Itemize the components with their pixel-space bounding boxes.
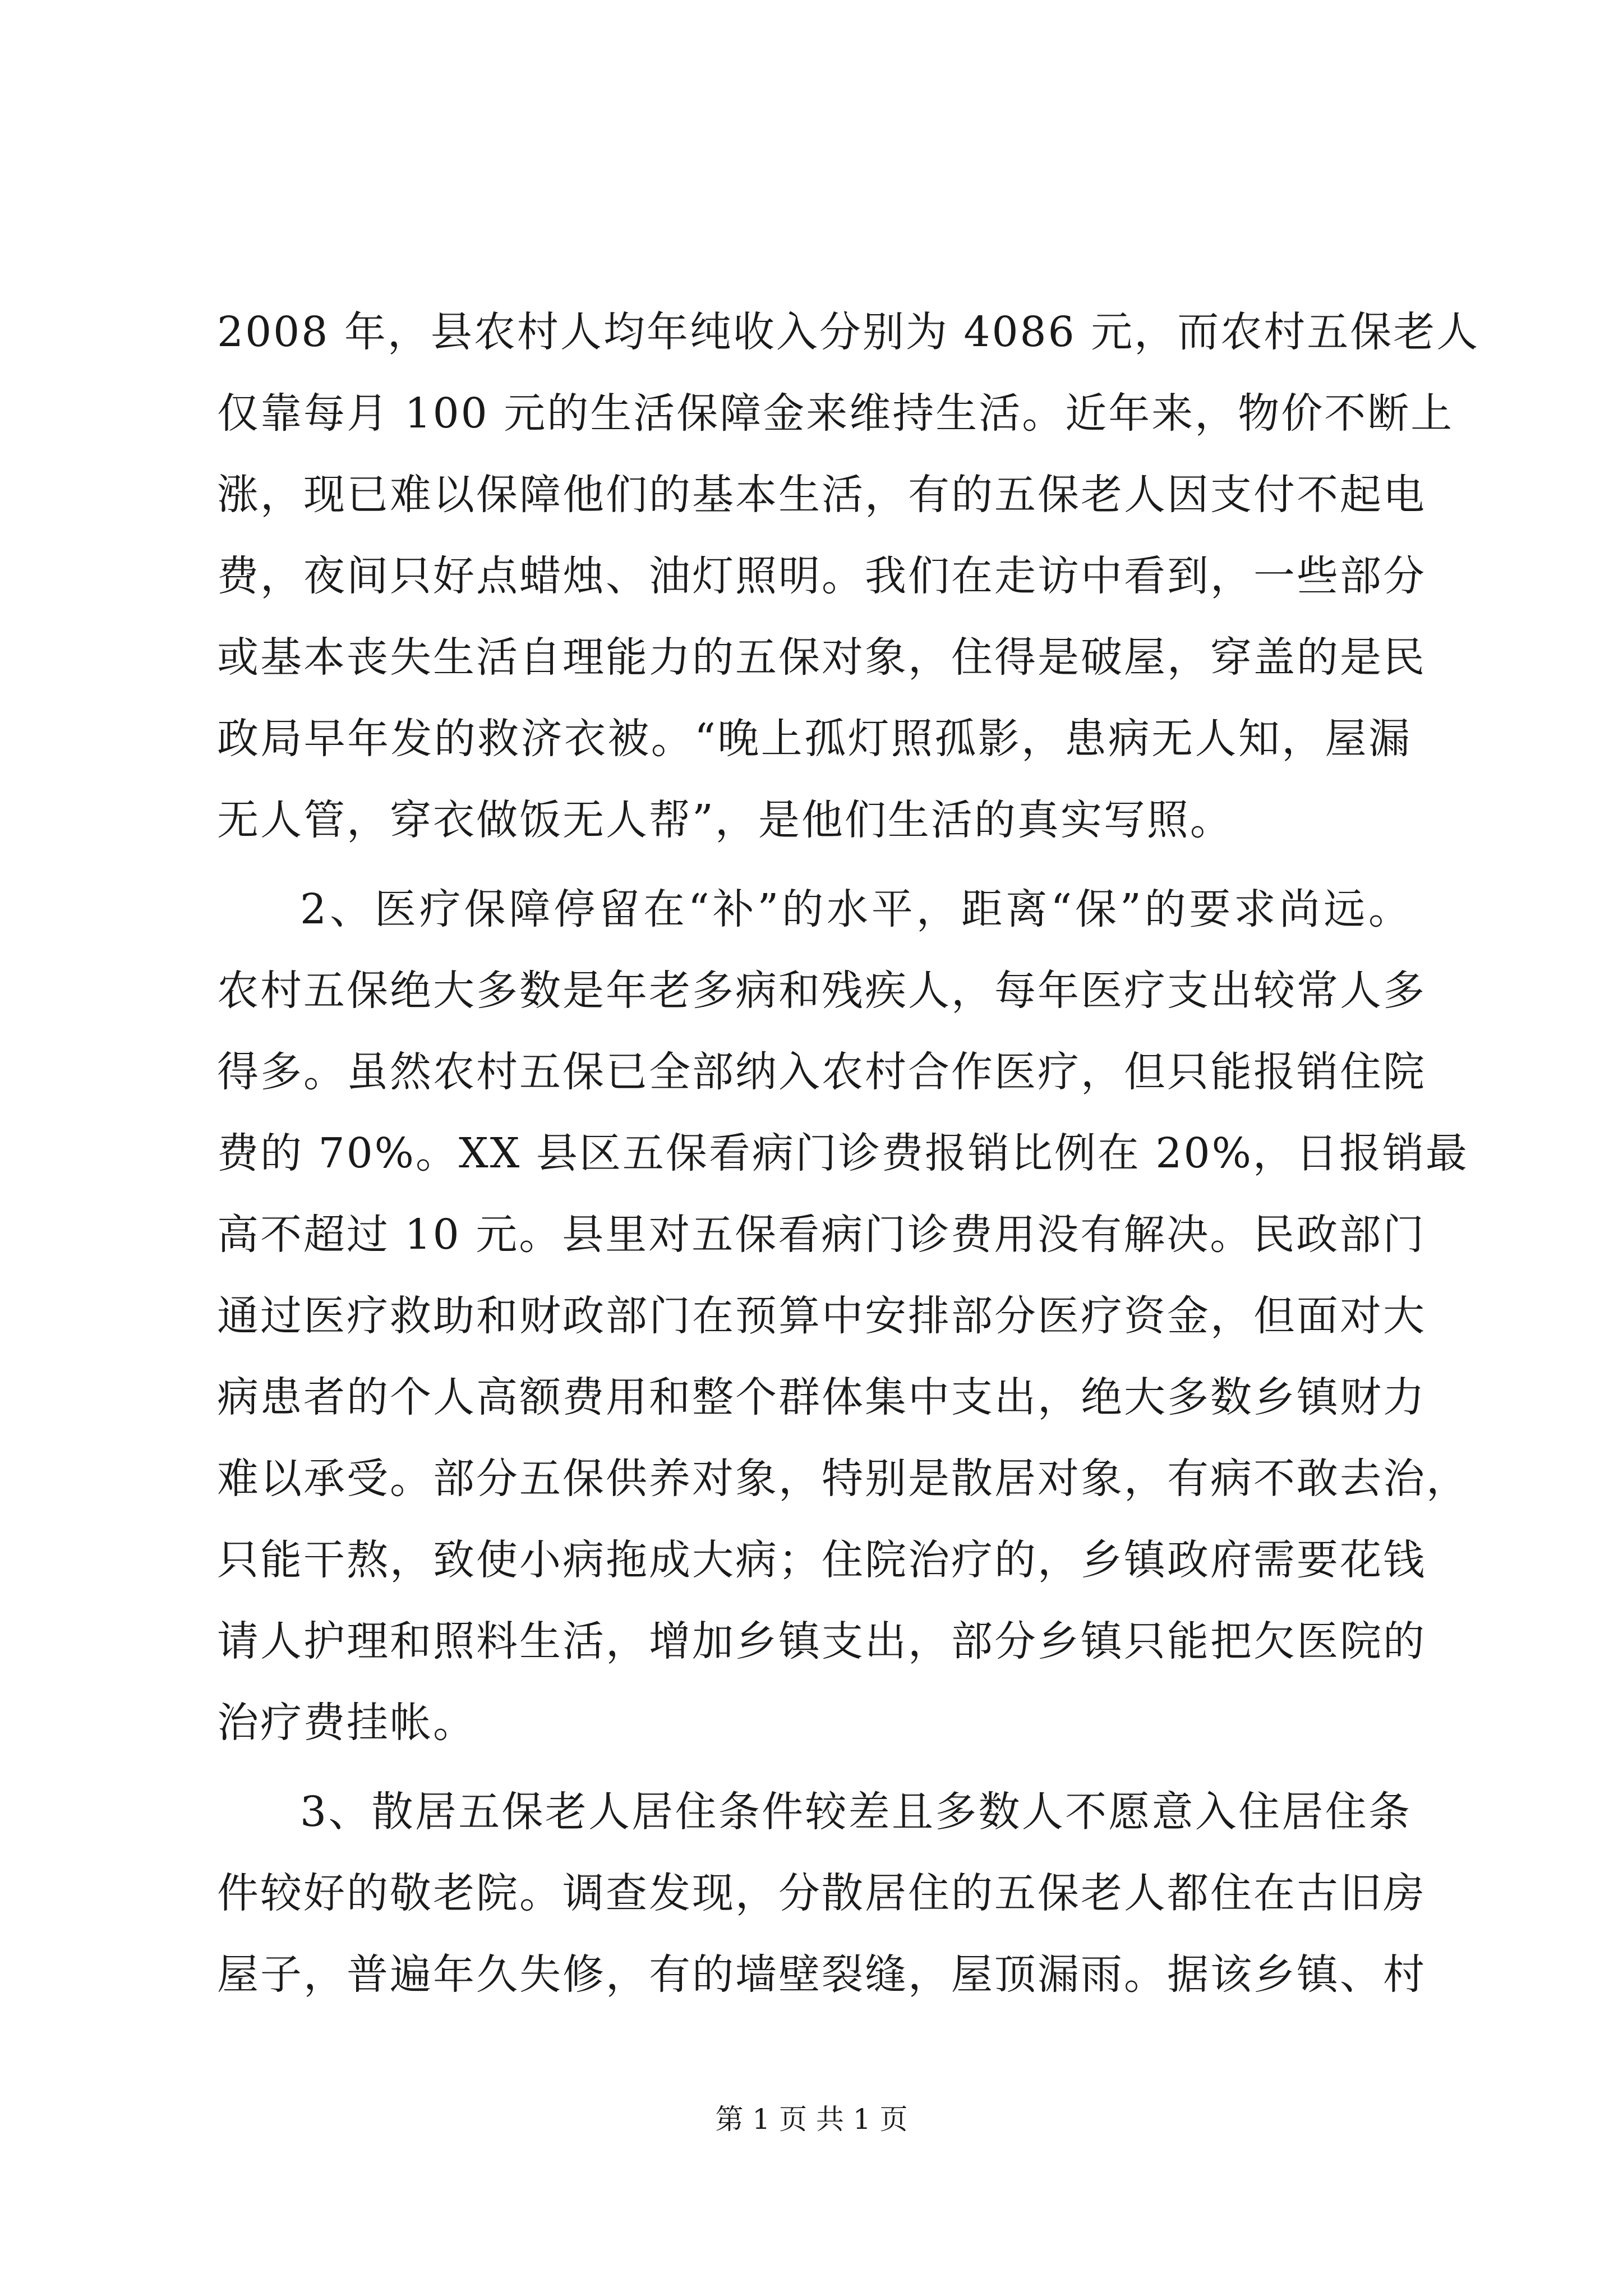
text-line: 农村五保绝大多数是年老多病和残疾人，每年医疗支出较常人多 bbox=[217, 967, 1426, 1015]
text-line: 件较好的敬老院。调查发现，分散居住的五保老人都住在古旧房 bbox=[217, 1869, 1426, 1917]
text-line: 病患者的个人高额费用和整个群体集中支出，绝大多数乡镇财力 bbox=[217, 1373, 1426, 1421]
text-line: 2、医疗保障停留在“补”的水平，距离“保”的要求尚远。 bbox=[300, 885, 1412, 933]
text-line: 通过医疗救助和财政部门在预算中安排部分医疗资金，但面对大 bbox=[217, 1292, 1426, 1340]
text-line: 2008 年，县农村人均年纯收入分别为 4086 元，而农村五保老人 bbox=[217, 308, 1480, 356]
paragraph-spacer bbox=[217, 1764, 1412, 1772]
text-line: 请人护理和照料生活，增加乡镇支出，部分乡镇只能把欠医院的 bbox=[217, 1617, 1426, 1665]
text-line: 屋子，普遍年久失修，有的墙壁裂缝，屋顶漏雨。据该乡镇、村 bbox=[217, 1950, 1426, 1999]
text-line: 费，夜间只好点蜡烛、油灯照明。我们在走访中看到，一些部分 bbox=[217, 552, 1426, 600]
text-line: 难以承受。部分五保供养对象，特别是散居对象，有病不敢去治， bbox=[217, 1455, 1469, 1503]
text-line: 得多。虽然农村五保已全部纳入农村合作医疗，但只能报销住院 bbox=[217, 1048, 1426, 1096]
text-line: 或基本丧失生活自理能力的五保对象，住得是破屋，穿盖的是民 bbox=[217, 633, 1426, 682]
text-line: 涨，现已难以保障他们的基本生活，有的五保老人因支付不起电 bbox=[217, 471, 1426, 519]
paragraph bbox=[217, 292, 1480, 861]
text-line: 只能干熬，致使小病拖成大病；住院治疗的，乡镇政府需要花钱 bbox=[217, 1536, 1426, 1584]
text-line: 费的 70%。XX 县区五保看病门诊费报销比例在 20%，日报销最 bbox=[217, 1129, 1469, 1177]
text-line: 治疗费挂帐。 bbox=[217, 1699, 476, 1747]
paragraph bbox=[217, 869, 1469, 1764]
text-line: 仅靠每月 100 元的生活保障金来维持生活。近年来，物价不断上 bbox=[217, 389, 1454, 438]
document-body bbox=[217, 292, 1480, 2016]
page-number-label: 第 1 页 共 1 页 bbox=[715, 2103, 908, 2136]
text-line: 政局早年发的救济衣被。“晚上孤灯照孤影，患病无人知，屋漏 bbox=[217, 715, 1412, 763]
text-line: 高不超过 10 元。县里对五保看病门诊费用没有解决。民政部门 bbox=[217, 1211, 1426, 1259]
page-footer bbox=[0, 2102, 1623, 2136]
text-line: 3、散居五保老人居住条件较差且多数人不愿意入住居住条 bbox=[300, 1788, 1412, 1836]
paragraph-spacer bbox=[217, 861, 1412, 869]
text-line: 无人管，穿衣做饭无人帮”，是他们生活的真实写照。 bbox=[217, 796, 1233, 844]
paragraph bbox=[217, 1772, 1426, 2016]
